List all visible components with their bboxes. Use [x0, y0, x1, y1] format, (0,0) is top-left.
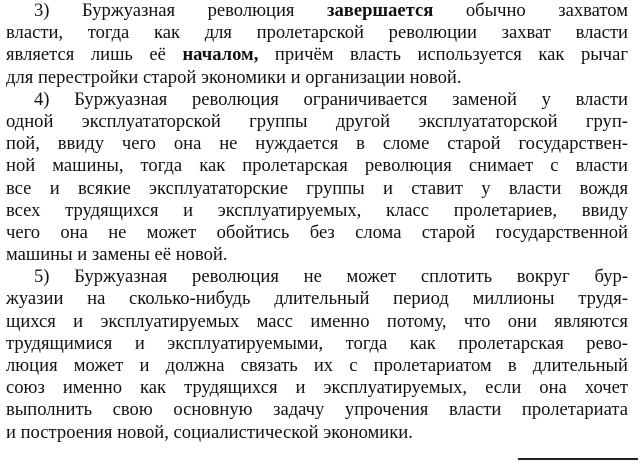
text-line: ной машины, тогда как пролетарская революция снимает с власти — [6, 155, 628, 177]
text-line: 5) Буржуазная революция не может сплотить вокруг бур- — [34, 266, 628, 288]
text-line: трудящимися и эксплуатируемыми, тогда как пролетарская рево- — [6, 332, 628, 354]
cropped-next-line-fragment — [518, 452, 638, 462]
paragraph-number: 3) — [34, 0, 50, 21]
paragraph-number: 5) — [34, 266, 50, 288]
text-line: всех трудящихся и эксплуатируемых, класс пролетариев, ввиду — [6, 199, 628, 221]
paragraph-3 — [6, 0, 628, 89]
paragraph-4 — [6, 89, 628, 267]
text-line: и построения новой, социалистической экономики. — [6, 421, 413, 443]
text-line: все и всякие эксплуататорские группы и ставит у власти вождя — [6, 177, 628, 199]
text-line: власти, тогда как для пролетарской революции захват власти — [6, 22, 628, 44]
text-line: 4) Буржуазная революция ограничивается заменой у власти — [34, 88, 628, 110]
text-line: выполнить свою основную задачу упрочения власти пролетариата — [6, 399, 628, 421]
text-line: жуазии на сколько-нибудь длительный период миллионы трудя- — [6, 288, 628, 310]
text-line: чего она не может обойтись без слома старой государственной — [6, 221, 628, 243]
emphasis-beginning: началом, — [182, 44, 259, 66]
text-line: машины и замены её новой. — [6, 244, 228, 266]
text-line: для перестройки старой экономики и организации новой. — [6, 66, 462, 88]
text-line: одной эксплуататорской группы другой эксплуататорской груп- — [6, 110, 628, 132]
text-line: союз именно как трудящихся и эксплуатируемых, если она хочет — [6, 377, 628, 399]
paragraph-number: 4) — [34, 88, 50, 110]
emphasis-completed: завершается — [327, 0, 434, 21]
document-page — [6, 0, 628, 444]
text-line: является лишь её началом, причём власть используется как рычаг — [6, 44, 628, 66]
text-line: 3) Буржуазная революция завершается обычно захватом — [34, 0, 629, 21]
paragraph-5 — [6, 266, 628, 444]
text-line: щихся и эксплуатируемых масс именно потому, что они являются — [6, 310, 628, 332]
text-line: люция может и должна связать их с пролетариатом в длительный — [6, 355, 628, 376]
text-line: пой, ввиду чего она не нуждается в сломе старой государствен- — [6, 133, 628, 155]
